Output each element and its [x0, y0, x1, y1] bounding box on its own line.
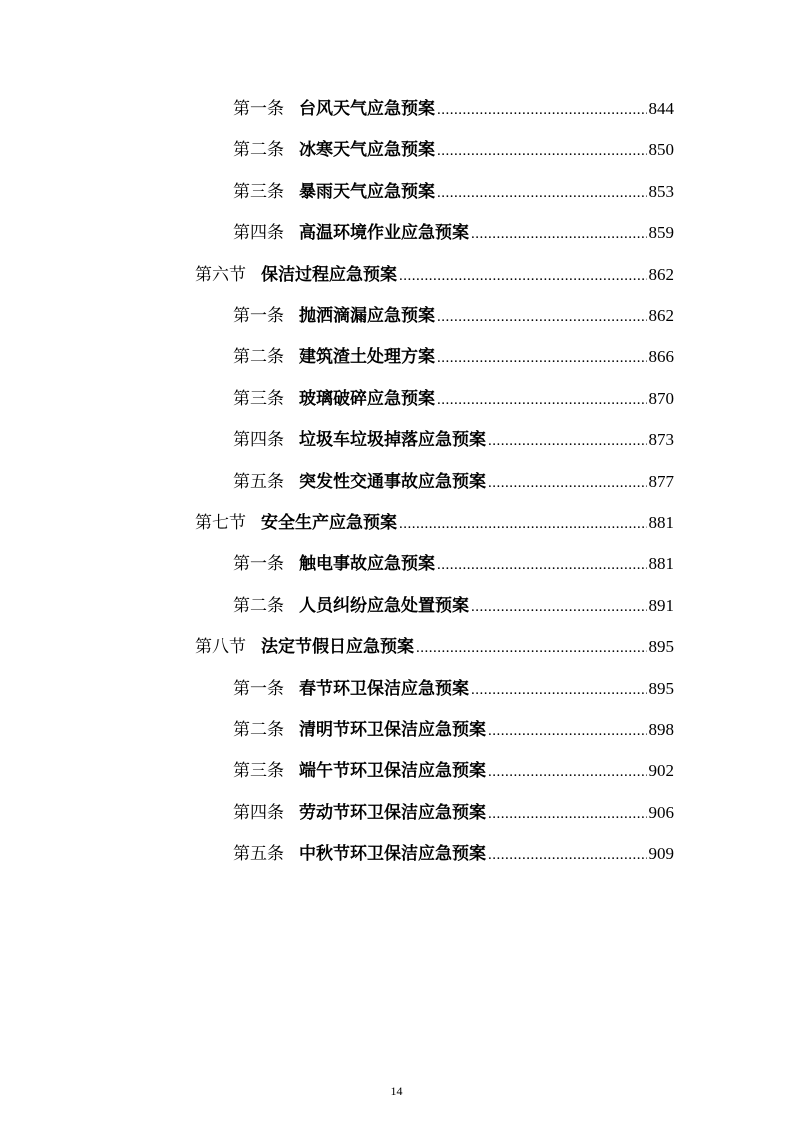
toc-article-entry[interactable] — [233, 801, 674, 825]
toc-entry-page-number: 862 — [648, 306, 674, 325]
toc-entry-page-number: 909 — [648, 844, 674, 863]
toc-entry-page-number: 844 — [648, 99, 674, 118]
toc-article-entry[interactable] — [233, 842, 674, 866]
toc-entry-page-number: 906 — [648, 803, 674, 822]
toc-article-entry[interactable] — [233, 138, 674, 162]
toc-entry-title: 高温环境作业应急预案 — [299, 223, 469, 243]
toc-dot-leader — [437, 346, 647, 370]
toc-entry-title: 劳动节环卫保洁应急预案 — [299, 803, 486, 823]
toc-dot-leader — [437, 305, 647, 329]
toc-entry-number: 第一条 — [233, 99, 284, 119]
toc-section-entry[interactable] — [195, 511, 674, 535]
toc-entry-title: 安全生产应急预案 — [261, 513, 397, 533]
toc-dot-leader — [437, 553, 647, 577]
toc-dot-leader — [488, 429, 647, 453]
toc-entry-number: 第二条 — [233, 596, 284, 616]
toc-entry-number: 第三条 — [233, 761, 284, 781]
toc-article-entry[interactable] — [233, 304, 674, 328]
toc-article-entry[interactable] — [233, 180, 674, 204]
toc-entry-title: 清明节环卫保洁应急预案 — [299, 720, 486, 740]
toc-dot-leader — [488, 760, 647, 784]
toc-entry-number: 第二条 — [233, 140, 284, 160]
toc-entry-number: 第五条 — [233, 844, 284, 864]
toc-dot-leader — [488, 719, 647, 743]
toc-entry-title: 春节环卫保洁应急预案 — [299, 679, 469, 699]
toc-dot-leader — [488, 843, 647, 867]
toc-dot-leader — [416, 636, 647, 660]
toc-entry-page-number: 853 — [648, 182, 674, 201]
page-number: 14 — [390, 1084, 403, 1098]
toc-article-entry[interactable] — [233, 97, 674, 121]
toc-entry-page-number: 873 — [648, 430, 674, 449]
toc-dot-leader — [437, 139, 647, 163]
toc-dot-leader — [471, 222, 647, 246]
toc-dot-leader — [399, 512, 647, 536]
toc-entry-number: 第一条 — [233, 554, 284, 574]
toc-entry-title: 人员纠纷应急处置预案 — [299, 596, 469, 616]
toc-entry-title: 突发性交通事故应急预案 — [299, 472, 486, 492]
toc-entry-number: 第四条 — [233, 430, 284, 450]
toc-entry-title: 法定节假日应急预案 — [261, 637, 414, 657]
toc-entry-title: 保洁过程应急预案 — [261, 265, 397, 285]
toc-entry-title: 暴雨天气应急预案 — [299, 182, 435, 202]
toc-entry-title: 抛洒滴漏应急预案 — [299, 306, 435, 326]
toc-entry-page-number: 866 — [648, 347, 674, 366]
toc-entry-title: 垃圾车垃圾掉落应急预案 — [299, 430, 486, 450]
toc-entry-page-number: 859 — [648, 223, 674, 242]
toc-entry-title: 冰寒天气应急预案 — [299, 140, 435, 160]
toc-entry-page-number: 862 — [648, 265, 674, 284]
toc-entry-number: 第二条 — [233, 347, 284, 367]
toc-entry-page-number: 881 — [648, 513, 674, 532]
toc-entry-page-number: 895 — [648, 637, 674, 656]
toc-entry-title: 中秋节环卫保洁应急预案 — [299, 844, 486, 864]
toc-entry-number: 第三条 — [233, 182, 284, 202]
toc-entry-title: 触电事故应急预案 — [299, 554, 435, 574]
toc-entry-page-number: 891 — [648, 596, 674, 615]
toc-entry-number: 第二条 — [233, 720, 284, 740]
toc-entry-page-number: 850 — [648, 140, 674, 159]
toc-article-entry[interactable] — [233, 428, 674, 452]
toc-entry-number: 第三条 — [233, 389, 284, 409]
toc-entry-number: 第七节 — [195, 513, 246, 533]
toc-dot-leader — [437, 181, 647, 205]
toc-dot-leader — [399, 264, 647, 288]
toc-article-entry[interactable] — [233, 221, 674, 245]
toc-entry-title: 玻璃破碎应急预案 — [299, 389, 435, 409]
toc-dot-leader — [488, 471, 647, 495]
toc-entry-number: 第六节 — [195, 265, 246, 285]
toc-entry-number: 第四条 — [233, 803, 284, 823]
toc-section-entry[interactable] — [195, 635, 674, 659]
toc-dot-leader — [437, 98, 647, 122]
toc-article-entry[interactable] — [233, 594, 674, 618]
toc-dot-leader — [471, 678, 647, 702]
toc-article-entry[interactable] — [233, 470, 674, 494]
toc-entry-page-number: 902 — [648, 761, 674, 780]
toc-entry-number: 第一条 — [233, 306, 284, 326]
toc-section-entry[interactable] — [195, 263, 674, 287]
toc-entry-number: 第一条 — [233, 679, 284, 699]
toc-entry-title: 建筑渣土处理方案 — [299, 347, 435, 367]
toc-article-entry[interactable] — [233, 677, 674, 701]
toc-article-entry[interactable] — [233, 552, 674, 576]
toc-entry-number: 第四条 — [233, 223, 284, 243]
toc-article-entry[interactable] — [233, 759, 674, 783]
toc-entry-title: 台风天气应急预案 — [299, 99, 435, 119]
toc-dot-leader — [471, 595, 647, 619]
toc-entry-page-number: 898 — [648, 720, 674, 739]
toc-entry-page-number: 877 — [648, 472, 674, 491]
toc-article-entry[interactable] — [233, 345, 674, 369]
toc-entry-number: 第五条 — [233, 472, 284, 492]
toc-article-entry[interactable] — [233, 387, 674, 411]
toc-entry-page-number: 870 — [648, 389, 674, 408]
toc-article-entry[interactable] — [233, 718, 674, 742]
toc-entry-page-number: 895 — [648, 679, 674, 698]
toc-entry-title: 端午节环卫保洁应急预案 — [299, 761, 486, 781]
toc-entry-page-number: 881 — [648, 554, 674, 573]
toc-entry-number: 第八节 — [195, 637, 246, 657]
toc-dot-leader — [488, 802, 647, 826]
toc-dot-leader — [437, 388, 647, 412]
